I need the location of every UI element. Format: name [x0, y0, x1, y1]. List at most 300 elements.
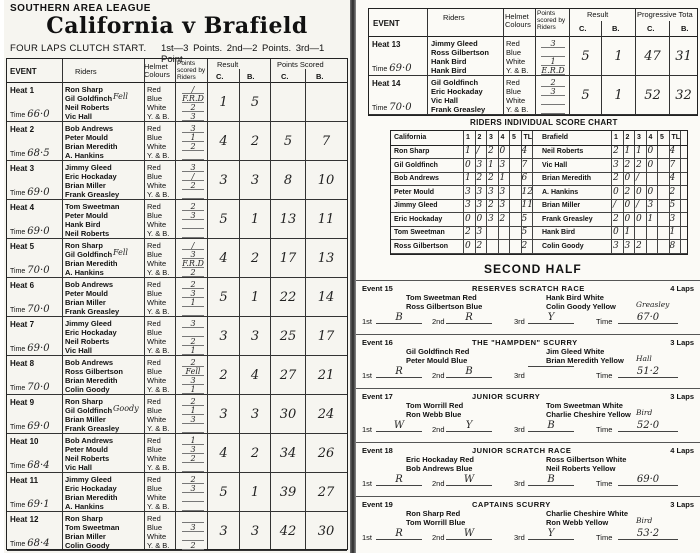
time-label [372, 102, 412, 113]
chart-score: 1 [499, 173, 506, 183]
points-b: 17 [317, 329, 335, 344]
helmet-header: Helmet Colours [505, 12, 531, 29]
rider-name: Peter Mould [65, 133, 108, 142]
event-time: 67·0 [618, 312, 678, 324]
rider-score: 3 [182, 484, 204, 493]
helmet-colour: White [147, 454, 167, 463]
rider-name: Tom Sweetman [65, 523, 120, 532]
rider-score: 1 [541, 57, 565, 66]
time-value: 70·0 [389, 102, 412, 113]
event-header: EVENT [373, 19, 400, 28]
chart-total: 4 [669, 173, 676, 183]
chart-col-header: TL [523, 134, 533, 141]
place-label: 2nd [432, 371, 445, 380]
helmet-colour: Red [147, 514, 161, 523]
chart-col-line [680, 131, 681, 254]
chart-col-line [623, 131, 624, 254]
riders-list [65, 163, 145, 199]
event-rider: Ron Webb Yellow [546, 518, 609, 527]
place-label: 1st [362, 317, 373, 326]
rider-score [182, 220, 204, 229]
chart-rider-name: Frank Greasley [542, 215, 593, 223]
chart-rider-name: Neil Roberts [542, 148, 584, 155]
chart-score: 3 [476, 159, 483, 170]
time-prefix: Time [10, 346, 26, 353]
rider-name: Eric Hockaday [431, 87, 483, 96]
chart-score: / [636, 200, 640, 210]
chart-score: 2 [476, 240, 483, 251]
helmet-colour: Red [147, 241, 161, 250]
rider-name: Frank Greasley [65, 190, 120, 199]
result-c: 4 [219, 446, 228, 461]
points-b: 27 [317, 485, 335, 500]
chart-score: 0 [465, 240, 471, 251]
helmet-colour: Y. & B. [147, 424, 170, 433]
rider-score: E.R.D [541, 66, 565, 75]
right-page [356, 0, 700, 553]
chart-score: 0 [624, 173, 631, 183]
chart-score: 0 [465, 159, 471, 170]
chart-col-line [509, 131, 510, 254]
rider-score: 2 [182, 475, 204, 484]
points-c: 30 [279, 407, 297, 422]
c-header: C. [579, 24, 587, 33]
rider-name: Eric Hockaday [65, 172, 117, 181]
rider-name: Jimmy Gleed [65, 319, 112, 328]
chart-score: 1 [636, 146, 642, 156]
result-b: 2 [250, 251, 260, 266]
event-note: Bird [636, 408, 653, 417]
helmet-colour: Blue [147, 211, 163, 220]
rider-scores [182, 397, 204, 433]
chart-col-line [532, 131, 533, 254]
rider-scores [182, 436, 204, 472]
helmet-colours [147, 241, 169, 277]
event-name: JUNIOR SCURRY [472, 392, 541, 401]
rider-name: Tom Sweetman [65, 202, 120, 211]
rider-name: A. Hankins [65, 268, 104, 277]
chart-col-line [634, 131, 635, 254]
heat-label: Heat 2 [10, 125, 35, 134]
helmet-colour: Y. & B. [147, 151, 170, 160]
rider-name: Ross Gilbertson [431, 48, 489, 57]
points-c: 47 [644, 49, 661, 64]
time-value: 69·0 [27, 421, 50, 432]
chart-rider-name: Ron Sharp [394, 148, 430, 155]
riders-list [65, 475, 145, 511]
points-c: 25 [279, 329, 297, 344]
event-name: THE "HAMPDEN" SCURRY [472, 338, 578, 347]
chart-score: 3 [499, 159, 506, 170]
event-rider: Peter Mould Blue [406, 356, 468, 365]
rider-name: Jimmy Gleed [65, 475, 112, 484]
rider-name: Brian Meredith [65, 493, 118, 502]
heat-label: Heat 14 [372, 79, 401, 88]
rider-score: 3 [182, 376, 204, 385]
riders-list [65, 124, 145, 160]
rider-score [182, 229, 204, 238]
chart-score: 3 [476, 200, 483, 210]
chart-rider-name: Colin Goody [542, 242, 584, 250]
points-c: 39 [279, 485, 297, 500]
helmet-colour: White [147, 376, 167, 385]
rider-name: Ron Sharp [65, 397, 103, 406]
time-value: 68·4 [27, 538, 50, 549]
rider-name: Neil Roberts [65, 454, 110, 463]
rider-name: Vic Hall [65, 463, 92, 472]
result-b: 1 [250, 485, 260, 500]
rider-name: Hank Bird [65, 220, 101, 229]
time-label [10, 265, 50, 276]
helmet-colour: White [147, 532, 167, 541]
chart-score: 0 [636, 213, 642, 224]
place-label: 3rd [514, 317, 525, 326]
time-value: 69·0 [27, 187, 50, 198]
chart-score: 2 [488, 173, 494, 183]
time-prefix: Time [10, 151, 26, 158]
time-value: 70·0 [27, 265, 50, 276]
rider-name: Bob Andrews [65, 280, 114, 289]
rider-name: A. Hankins [65, 151, 104, 160]
event-name: CAPTAINS SCURRY [472, 500, 551, 509]
event-rider: Ross Gilbertson White [546, 455, 627, 464]
rider-score: 2 [182, 268, 204, 277]
chart-total: 2 [521, 240, 528, 251]
place-label: 2nd [432, 425, 445, 434]
rider-name: Neil Roberts [65, 337, 110, 346]
result-c: 5 [219, 290, 228, 305]
chart-score: 3 [488, 186, 494, 197]
heat-row [7, 356, 347, 395]
helmet-colour: Y. & B. [147, 463, 170, 472]
time-label [10, 109, 50, 120]
rider-name: Brian Miller [65, 532, 106, 541]
place-value: B [528, 420, 574, 432]
points-b: 10 [317, 173, 335, 188]
chart-score: 2 [624, 186, 631, 197]
time-prefix: Time [596, 317, 613, 326]
rider-scores [182, 475, 204, 511]
chart-score: 3 [476, 227, 483, 237]
rider-score: 3 [182, 289, 204, 298]
points-b: 11 [317, 212, 335, 227]
helmet-colour: Y. & B. [147, 385, 170, 394]
helmet-colour: Blue [147, 328, 163, 337]
heat-row [7, 239, 347, 278]
rider-name: Bob Andrews [65, 436, 114, 445]
chart-score: 2 [499, 213, 506, 224]
chart-col-line [611, 131, 612, 254]
helmet-colours [147, 475, 169, 511]
riders-list [65, 514, 145, 550]
helmet-colours [147, 397, 169, 433]
heat-row [7, 395, 347, 434]
rider-score [182, 532, 204, 541]
points-b: 30 [317, 524, 335, 539]
helmet-colour: White [147, 181, 167, 190]
helmet-colour: Red [147, 397, 161, 406]
result-b: 1 [614, 49, 623, 64]
chart-score: 3 [499, 200, 506, 210]
chart-score: 0 [613, 186, 619, 197]
scored-header: Points scored by Riders [537, 10, 566, 31]
chart-total: 5 [669, 200, 676, 210]
chart-rider-name: Jimmy Gleed [394, 202, 438, 209]
match-title: California v Brafield [46, 13, 308, 39]
rider-score: / [182, 85, 204, 94]
table-header [369, 9, 697, 37]
helmet-colours [147, 202, 169, 238]
rider-score [541, 96, 565, 105]
helmet-colour: Y. & B. [147, 541, 170, 550]
helmet-colour: Red [147, 202, 161, 211]
result-c: 3 [219, 329, 228, 344]
helmet-colour: White [147, 415, 167, 424]
helmet-colour: Blue [147, 133, 163, 142]
time-value: 70·0 [27, 382, 50, 393]
points-scored-header: Points Scored [277, 60, 324, 69]
rider-score: 3 [182, 250, 204, 259]
event-block [356, 496, 700, 550]
place-label: 2nd [432, 533, 445, 542]
event-time: 51·2 [618, 366, 678, 378]
rider-score [182, 493, 204, 502]
rider-name: A. Hankins [65, 502, 104, 511]
time-prefix: Time [596, 533, 613, 542]
chart-rider-name: Gil Goldfinch [394, 161, 438, 169]
rider-score: 2 [182, 541, 204, 550]
time-label [10, 382, 50, 393]
place-value: B [376, 312, 422, 324]
rider-name: Brian Miller [65, 298, 106, 307]
c-header: C. [647, 24, 655, 33]
result-c: 1 [219, 95, 228, 110]
event-number: Event 17 [362, 392, 393, 401]
rider-name: Brian Meredith [65, 259, 118, 268]
riders-list [65, 397, 145, 433]
helmet-colours [147, 319, 169, 355]
rider-scores [182, 124, 204, 160]
chart-total: 6 [521, 173, 528, 183]
heat-label: Heat 11 [10, 476, 39, 485]
helmet-colour: White [506, 96, 526, 105]
event-block [356, 280, 700, 334]
event-header: EVENT [10, 67, 37, 76]
chart-total: 3 [669, 213, 676, 224]
helmet-colours [506, 39, 528, 75]
helmet-colours [506, 78, 528, 114]
helmet-colour: White [147, 220, 167, 229]
heat-row [369, 37, 697, 76]
rider-score [541, 105, 565, 114]
riders-list [65, 358, 145, 394]
riders-list [65, 241, 145, 277]
rider-score: F.R.D [182, 94, 204, 103]
left-page [4, 0, 350, 553]
time-prefix: Time [372, 66, 388, 73]
chart-score: 0 [624, 213, 631, 224]
rider-name: Ron Sharp [65, 85, 103, 94]
points-key: 1st—3 Points. 2nd—2 Points. 3rd—1 Point [161, 43, 325, 65]
heat-label: Heat 1 [10, 86, 35, 95]
chart-col-line [657, 131, 658, 254]
rider-name: Ron Sharp [65, 514, 103, 523]
chart-team-header: California [394, 134, 427, 141]
helmet-colours [147, 124, 169, 160]
event-note: Greasley [636, 300, 670, 309]
helmet-colour: Blue [147, 523, 163, 532]
result-b: 3 [250, 407, 260, 422]
points-b: 7 [321, 134, 331, 149]
helmet-colours [147, 163, 169, 199]
points-c: 13 [279, 212, 297, 227]
b-header: B. [681, 24, 689, 33]
rider-score: / [182, 172, 204, 181]
event-rider: Tom Worrill Red [406, 401, 464, 410]
chart-total: 8 [669, 240, 676, 251]
result-c: 3 [219, 173, 228, 188]
chart-score: / [636, 173, 640, 183]
rider-name: Peter Mould [65, 211, 108, 220]
rider-score: 2 [182, 202, 204, 211]
chart-score: 3 [488, 213, 494, 224]
rider-score: 2 [182, 358, 204, 367]
helmet-colour: Blue [147, 172, 163, 181]
helmet-colour: Blue [147, 94, 163, 103]
points-b: 31 [675, 49, 692, 64]
chart-total: 4 [669, 146, 676, 156]
chart-col-line [463, 131, 464, 254]
event-rider: Ron Webb Blue [406, 410, 462, 419]
chart-score: 3 [476, 186, 483, 197]
event-rider: Ron Sharp Red [406, 509, 461, 518]
event-rider: Jim Gleed White [546, 347, 605, 356]
helmet-colour: Red [506, 39, 520, 48]
time-value: 68·4 [27, 460, 50, 471]
rider-scores [182, 85, 204, 121]
rider-scores [182, 358, 204, 394]
time-value: 66·0 [27, 109, 50, 120]
chart-score: 0 [465, 213, 471, 224]
rider-name: Gil Goldfinch [65, 406, 113, 415]
time-prefix: Time [10, 229, 26, 236]
chart-col-header: 1 [614, 134, 618, 141]
chart-total: 5 [521, 213, 528, 224]
rider-name: Frank Greasley [65, 307, 120, 316]
chart-score: 0 [613, 227, 619, 237]
result-b: 1 [614, 88, 623, 103]
event-laps: 4 Laps [670, 284, 694, 293]
heat-row [7, 278, 347, 317]
chart-score: 2 [488, 200, 494, 210]
rider-score: 2 [182, 103, 204, 112]
chart-score: 2 [613, 173, 619, 183]
rider-score: 3 [541, 87, 565, 96]
c-header: C. [216, 72, 224, 81]
chart-score: 1 [465, 173, 471, 183]
helmet-colour: Red [147, 85, 161, 94]
rider-name: Gil Goldfinch [65, 94, 113, 103]
rider-score [182, 307, 204, 316]
points-c: 17 [279, 251, 297, 266]
event-rider: Hank Bird White [546, 293, 604, 302]
heat-row [369, 76, 697, 115]
event-rider: Tom Worrill Blue [406, 518, 466, 527]
chart-col-line [486, 131, 487, 254]
chart-team-header: Brafield [542, 134, 569, 141]
event-rider: Charlie Cheshire White [546, 509, 629, 518]
heat-row [7, 200, 347, 239]
rider-score [541, 48, 565, 57]
riders-list [65, 436, 145, 472]
place-label: 3rd [514, 425, 525, 434]
helmet-colour: Blue [147, 445, 163, 454]
rider-score [182, 463, 204, 472]
heat-label: Heat 13 [372, 40, 401, 49]
helmet-colour: White [506, 57, 526, 66]
heat-row [7, 512, 347, 551]
place-label: 3rd [514, 533, 525, 542]
table-header [7, 59, 347, 83]
rider-score: 3 [182, 112, 204, 121]
place-label: 3rd [514, 371, 525, 380]
place-label: 2nd [432, 317, 445, 326]
rider-scores [182, 514, 204, 550]
event-block [356, 334, 700, 388]
riders-list [65, 319, 145, 355]
event-block [356, 442, 700, 496]
chart-total: 7 [521, 159, 528, 170]
time-prefix: Time [596, 479, 613, 488]
rider-scores [182, 319, 204, 355]
rider-score: 2 [182, 397, 204, 406]
chart-score: 0 [624, 200, 631, 210]
chart-title: RIDERS INDIVIDUAL SCORE CHART [470, 118, 618, 127]
event-name: JUNIOR SCRATCH RACE [472, 446, 572, 455]
points-c: 5 [283, 134, 293, 149]
rider-name: Vic Hall [65, 346, 92, 355]
chart-score: 2 [613, 146, 619, 156]
result-b: 3 [250, 524, 260, 539]
helmet-colour: Red [147, 163, 161, 172]
chart-col-header: 2 [477, 134, 482, 141]
rider-name: Brian Miller [65, 181, 106, 190]
rider-scores [182, 163, 204, 199]
chart-rider-name: Ross Gilbertson [394, 242, 449, 250]
points-c: 27 [279, 368, 297, 383]
result-b: 4 [250, 368, 260, 383]
chart-total: 11 [521, 200, 533, 210]
place-value: B [528, 474, 574, 486]
time-label [10, 499, 50, 510]
helmet-colour: Red [147, 475, 161, 484]
chart-rider-name: Brian Miller [542, 202, 581, 209]
chart-col-header: 5 [512, 134, 516, 141]
time-prefix: Time [10, 190, 26, 197]
helmet-header: Helmet Colours [144, 62, 170, 79]
result-c: 5 [219, 212, 228, 227]
chart-total: 12 [521, 186, 533, 197]
place-value: R [376, 528, 422, 540]
place-label: 1st [362, 533, 373, 542]
result-header: Result [587, 10, 609, 19]
event-number: Event 19 [362, 500, 393, 509]
rider-name: Jimmy Gleed [431, 39, 478, 48]
event-rider: Tom Sweetman White [546, 401, 623, 410]
place-value: W [446, 528, 492, 540]
individual-score-chart [390, 130, 688, 255]
place-value: Y [446, 420, 492, 432]
